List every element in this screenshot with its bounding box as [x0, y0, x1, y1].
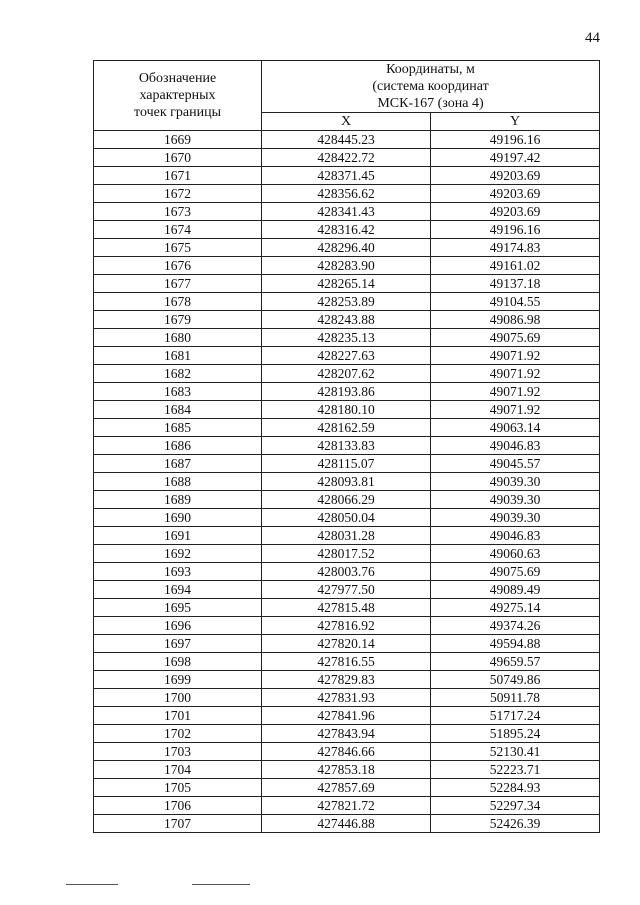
x-cell: 428227.63: [262, 347, 431, 365]
x-cell: 428316.42: [262, 221, 431, 239]
x-cell: 427843.94: [262, 725, 431, 743]
table-row: [94, 797, 600, 815]
coordinates-table-body: [94, 131, 600, 833]
table-row: [94, 203, 600, 221]
x-cell: 427846.66: [262, 743, 431, 761]
table-row: [94, 149, 600, 167]
footer-line-left: [66, 884, 118, 885]
y-cell: 49075.69: [431, 329, 600, 347]
y-column-header: Y: [431, 113, 600, 131]
page-number: 44: [585, 30, 600, 46]
point-cell: 1683: [94, 383, 262, 401]
point-cell: 1673: [94, 203, 262, 221]
x-cell: 428253.89: [262, 293, 431, 311]
x-cell: 427815.48: [262, 599, 431, 617]
point-cell: 1685: [94, 419, 262, 437]
point-cell: 1706: [94, 797, 262, 815]
x-cell: 428445.23: [262, 131, 431, 149]
point-header-line: точек границы: [134, 105, 221, 120]
point-cell: 1677: [94, 275, 262, 293]
y-cell: 49275.14: [431, 599, 600, 617]
y-cell: 49046.83: [431, 437, 600, 455]
point-cell: 1693: [94, 563, 262, 581]
y-cell: 52130.41: [431, 743, 600, 761]
point-cell: 1678: [94, 293, 262, 311]
table-row: [94, 347, 600, 365]
x-cell: 428017.52: [262, 545, 431, 563]
coordinates-header-line: (система координат: [372, 79, 489, 94]
x-cell: 428283.90: [262, 257, 431, 275]
x-cell: 428296.40: [262, 239, 431, 257]
coordinates-header-line: Координаты, м: [386, 62, 475, 77]
x-column-header: X: [262, 113, 431, 131]
y-cell: 49203.69: [431, 167, 600, 185]
y-cell: 49174.83: [431, 239, 600, 257]
table-row: [94, 455, 600, 473]
y-cell: 49039.30: [431, 491, 600, 509]
y-cell: 49161.02: [431, 257, 600, 275]
y-cell: 49659.57: [431, 653, 600, 671]
x-cell: 428356.62: [262, 185, 431, 203]
x-cell: 428003.76: [262, 563, 431, 581]
y-cell: 51717.24: [431, 707, 600, 725]
y-cell: 49071.92: [431, 347, 600, 365]
point-cell: 1696: [94, 617, 262, 635]
y-cell: 49071.92: [431, 365, 600, 383]
point-cell: 1670: [94, 149, 262, 167]
x-cell: 427820.14: [262, 635, 431, 653]
x-cell: 428341.43: [262, 203, 431, 221]
y-cell: 52426.39: [431, 815, 600, 833]
table-row: [94, 383, 600, 401]
x-cell: 427829.83: [262, 671, 431, 689]
x-cell: 427841.96: [262, 707, 431, 725]
point-cell: 1681: [94, 347, 262, 365]
point-cell: 1675: [94, 239, 262, 257]
y-cell: 49594.88: [431, 635, 600, 653]
table-row: [94, 527, 600, 545]
y-cell: 49071.92: [431, 383, 600, 401]
x-cell: 428115.07: [262, 455, 431, 473]
y-cell: 49045.57: [431, 455, 600, 473]
y-cell: 49039.30: [431, 473, 600, 491]
table-row: [94, 221, 600, 239]
x-cell: 427857.69: [262, 779, 431, 797]
point-header-line: характерных: [139, 88, 216, 103]
x-cell: 428371.45: [262, 167, 431, 185]
point-cell: 1691: [94, 527, 262, 545]
table-row: [94, 689, 600, 707]
point-cell: 1672: [94, 185, 262, 203]
table-row: [94, 761, 600, 779]
table-row: [94, 239, 600, 257]
y-cell: 52223.71: [431, 761, 600, 779]
point-cell: 1701: [94, 707, 262, 725]
y-cell: 49137.18: [431, 275, 600, 293]
table-row: [94, 329, 600, 347]
point-cell: 1694: [94, 581, 262, 599]
point-cell: 1676: [94, 257, 262, 275]
y-cell: 49196.16: [431, 131, 600, 149]
table-row: [94, 437, 600, 455]
point-cell: 1699: [94, 671, 262, 689]
x-cell: 428031.28: [262, 527, 431, 545]
x-cell: 428180.10: [262, 401, 431, 419]
y-cell: 51895.24: [431, 725, 600, 743]
table-row: [94, 473, 600, 491]
point-cell: 1680: [94, 329, 262, 347]
point-cell: 1707: [94, 815, 262, 833]
table-row: [94, 131, 600, 149]
table-row: [94, 401, 600, 419]
x-cell: 428422.72: [262, 149, 431, 167]
table-row: [94, 311, 600, 329]
table-row: [94, 419, 600, 437]
table-row: [94, 707, 600, 725]
x-cell: 428162.59: [262, 419, 431, 437]
point-cell: 1698: [94, 653, 262, 671]
table-row: [94, 743, 600, 761]
point-designation-header: [94, 61, 262, 131]
point-cell: 1674: [94, 221, 262, 239]
point-cell: 1671: [94, 167, 262, 185]
y-cell: 49039.30: [431, 509, 600, 527]
y-cell: 52297.34: [431, 797, 600, 815]
y-cell: 49197.42: [431, 149, 600, 167]
x-cell: 428133.83: [262, 437, 431, 455]
point-cell: 1690: [94, 509, 262, 527]
y-cell: 49046.83: [431, 527, 600, 545]
table-row: [94, 599, 600, 617]
y-cell: 49060.63: [431, 545, 600, 563]
x-cell: 427977.50: [262, 581, 431, 599]
table-row: [94, 635, 600, 653]
coordinates-table: [93, 60, 600, 833]
footer-marks: [66, 884, 266, 888]
x-cell: 428207.62: [262, 365, 431, 383]
y-cell: 49075.69: [431, 563, 600, 581]
table-row: [94, 275, 600, 293]
point-cell: 1700: [94, 689, 262, 707]
table-row: [94, 167, 600, 185]
point-cell: 1687: [94, 455, 262, 473]
point-cell: 1695: [94, 599, 262, 617]
y-cell: 49203.69: [431, 203, 600, 221]
table-row: [94, 509, 600, 527]
point-cell: 1688: [94, 473, 262, 491]
y-cell: 49203.69: [431, 185, 600, 203]
y-cell: 52284.93: [431, 779, 600, 797]
y-cell: 49089.49: [431, 581, 600, 599]
x-cell: 428093.81: [262, 473, 431, 491]
y-cell: 49071.92: [431, 401, 600, 419]
x-cell: 427821.72: [262, 797, 431, 815]
table-row: [94, 725, 600, 743]
table-row: [94, 581, 600, 599]
table-row: [94, 545, 600, 563]
point-cell: 1689: [94, 491, 262, 509]
y-cell: 49104.55: [431, 293, 600, 311]
x-cell: 428265.14: [262, 275, 431, 293]
point-cell: 1705: [94, 779, 262, 797]
point-cell: 1704: [94, 761, 262, 779]
table-row: [94, 815, 600, 833]
x-cell: 427853.18: [262, 761, 431, 779]
table-row: [94, 185, 600, 203]
point-header-line: Обозначение: [138, 71, 217, 86]
point-cell: 1697: [94, 635, 262, 653]
y-cell: 50911.78: [431, 689, 600, 707]
y-cell: 49196.16: [431, 221, 600, 239]
x-cell: 427816.92: [262, 617, 431, 635]
x-cell: 428193.86: [262, 383, 431, 401]
x-cell: 427816.55: [262, 653, 431, 671]
footer-line-right: [192, 884, 250, 885]
point-cell: 1703: [94, 743, 262, 761]
point-cell: 1682: [94, 365, 262, 383]
table-row: [94, 257, 600, 275]
y-cell: 49063.14: [431, 419, 600, 437]
x-cell: 427831.93: [262, 689, 431, 707]
table-row: [94, 671, 600, 689]
y-cell: 50749.86: [431, 671, 600, 689]
x-cell: 428235.13: [262, 329, 431, 347]
coordinates-header-line: МСК-167 (зона 4): [377, 96, 484, 111]
point-cell: 1669: [94, 131, 262, 149]
x-cell: 427446.88: [262, 815, 431, 833]
x-cell: 428243.88: [262, 311, 431, 329]
point-cell: 1702: [94, 725, 262, 743]
x-cell: 428066.29: [262, 491, 431, 509]
point-cell: 1692: [94, 545, 262, 563]
table-row: [94, 653, 600, 671]
y-cell: 49086.98: [431, 311, 600, 329]
table-row: [94, 563, 600, 581]
x-cell: 428050.04: [262, 509, 431, 527]
y-cell: 49374.26: [431, 617, 600, 635]
table-row: [94, 779, 600, 797]
point-cell: 1679: [94, 311, 262, 329]
table-row: [94, 365, 600, 383]
coordinates-header: [262, 61, 600, 113]
table-row: [94, 617, 600, 635]
point-cell: 1686: [94, 437, 262, 455]
table-row: [94, 293, 600, 311]
point-cell: 1684: [94, 401, 262, 419]
table-row: [94, 491, 600, 509]
